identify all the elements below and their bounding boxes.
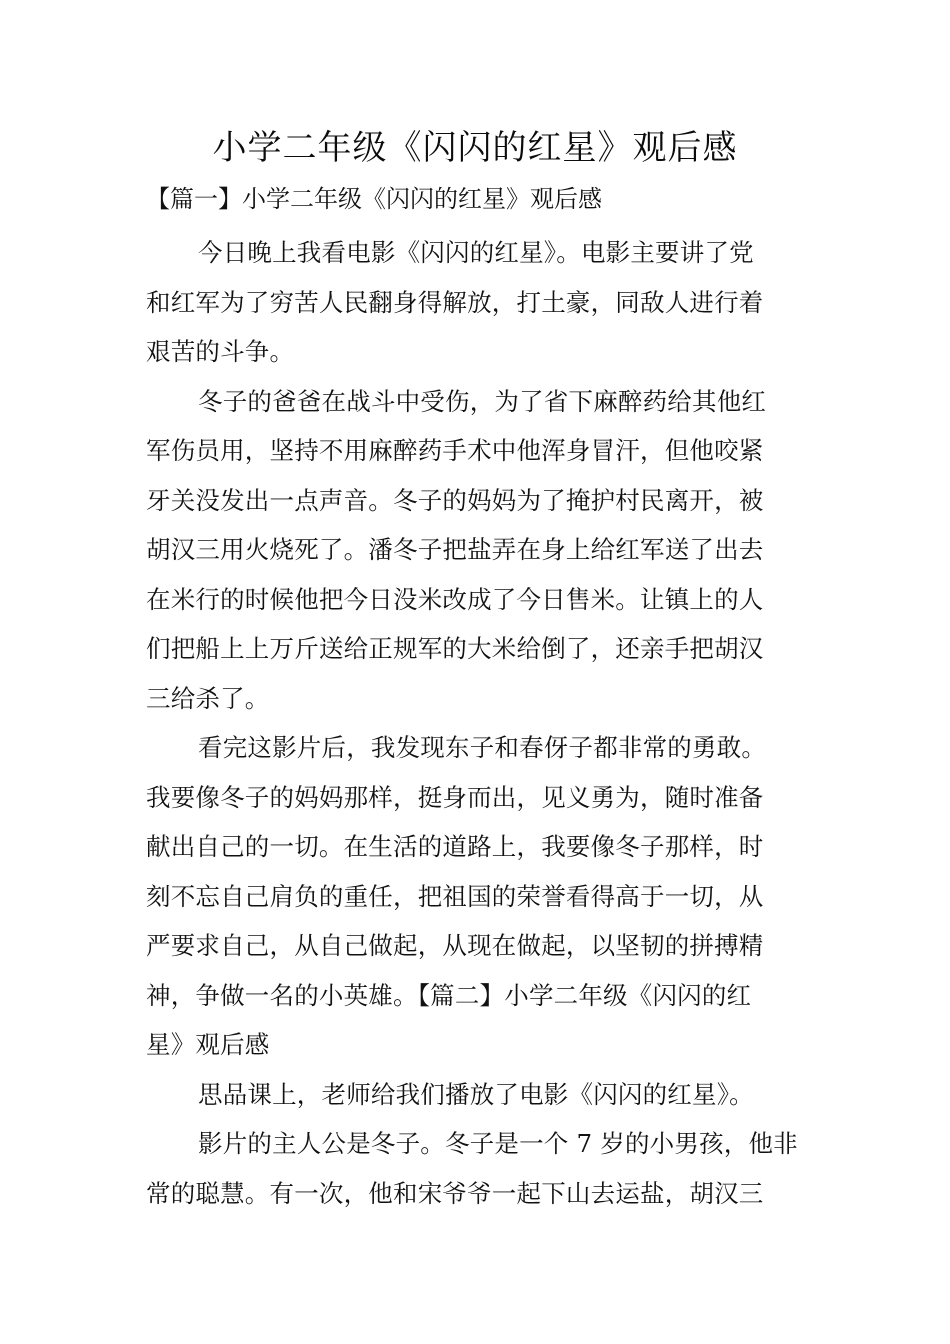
text-line: 看完这影片后，我发现东子和春伢子都非常的勇敢。 (198, 733, 767, 762)
text-line: 星》观后感 (146, 1030, 270, 1059)
text-line: 神，争做一名的小英雄。【篇二】小学二年级《闪闪的红 (146, 980, 752, 1010)
text-line: 影片的主人公是冬子。冬子是一个 7 岁的小男孩，他非 (198, 1129, 798, 1158)
text-line: 牙关没发出一点声音。冬子的妈妈为了掩护村民离开，被 (146, 485, 764, 515)
text-line: 刻不忘自己肩负的重任，把祖国的荣誉看得高于一切，从 (146, 881, 764, 911)
text-line: 在米行的时候他把今日没米改成了今日售米。让镇上的人 (146, 584, 764, 614)
text-line: 严要求自己，从自己做起，从现在做起，以坚韧的拼搏精 (146, 931, 764, 960)
text-line: 献出自己的一切。在生活的道路上，我要像冬子那样，时 (146, 832, 764, 861)
text-line: 军伤员用，坚持不用麻醉药手术中他浑身冒汗，但他咬紧 (146, 436, 764, 465)
section-heading: 【篇一】小学二年级《闪闪的红星》观后感 (146, 185, 602, 213)
text-line: 和红军为了穷苦人民翻身得解放，打土豪，同敌人进行着 (146, 287, 764, 317)
text-line: 艰苦的斗争。 (146, 337, 295, 366)
text-line: 我要像冬子的妈妈那样，挺身而出，见义勇为，随时准备 (146, 782, 764, 812)
text-line: 三给杀了。 (146, 683, 270, 713)
text-line: 冬子的爸爸在战斗中受伤，为了省下麻醉药给其他红 (198, 386, 767, 416)
text-line: 思品课上，老师给我们播放了电影《闪闪的红星》。 (198, 1079, 754, 1109)
text-line: 胡汉三用火烧死了。潘冬子把盐弄在身上给红军送了出去 (146, 535, 764, 564)
text-line: 们把船上上万斤送给正规军的大米给倒了，还亲手把胡汉 (146, 634, 764, 663)
text-line: 今日晚上我看电影《闪闪的红星》。电影主要讲了党 (198, 238, 754, 267)
document-title: 小学二年级《闪闪的红星》观后感 (212, 128, 738, 168)
document-body (146, 228, 806, 1218)
text-line: 常的聪慧。有一次，他和宋爷爷一起下山去运盐，胡汉三 (146, 1178, 764, 1208)
